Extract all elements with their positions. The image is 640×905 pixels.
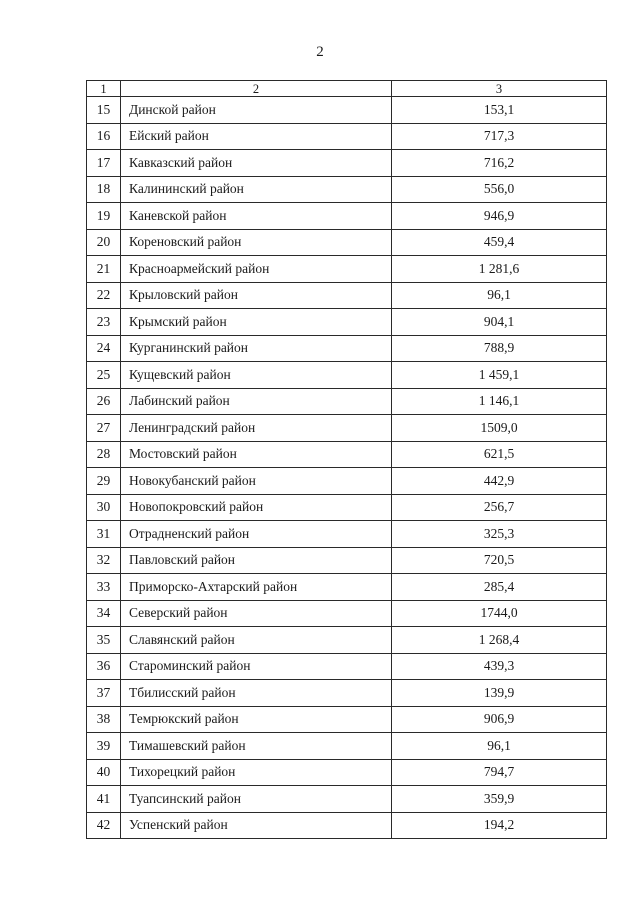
row-number: 27 bbox=[87, 415, 121, 442]
district-name: Успенский район bbox=[121, 812, 392, 839]
row-number: 21 bbox=[87, 256, 121, 283]
row-number: 30 bbox=[87, 494, 121, 521]
district-value: 788,9 bbox=[392, 335, 607, 362]
table-row bbox=[87, 759, 607, 786]
district-name: Темрюкский район bbox=[121, 706, 392, 733]
row-number: 24 bbox=[87, 335, 121, 362]
district-value: 904,1 bbox=[392, 309, 607, 336]
district-value: 1744,0 bbox=[392, 600, 607, 627]
table-row bbox=[87, 150, 607, 177]
header-col-3: 3 bbox=[392, 81, 607, 97]
district-value: 359,9 bbox=[392, 786, 607, 813]
row-number: 23 bbox=[87, 309, 121, 336]
district-name: Тихорецкий район bbox=[121, 759, 392, 786]
district-name: Новопокровский район bbox=[121, 494, 392, 521]
district-value: 946,9 bbox=[392, 203, 607, 230]
district-name: Тимашевский район bbox=[121, 733, 392, 760]
table-row bbox=[87, 229, 607, 256]
district-table bbox=[86, 80, 607, 839]
district-value: 906,9 bbox=[392, 706, 607, 733]
district-name: Динской район bbox=[121, 97, 392, 124]
district-name: Павловский район bbox=[121, 547, 392, 574]
row-number: 35 bbox=[87, 627, 121, 654]
district-value: 1 146,1 bbox=[392, 388, 607, 415]
table-row bbox=[87, 362, 607, 389]
table-row bbox=[87, 282, 607, 309]
district-value: 1 281,6 bbox=[392, 256, 607, 283]
district-value: 442,9 bbox=[392, 468, 607, 495]
row-number: 41 bbox=[87, 786, 121, 813]
district-name: Каневской район bbox=[121, 203, 392, 230]
row-number: 42 bbox=[87, 812, 121, 839]
table-row bbox=[87, 468, 607, 495]
district-name: Тбилисский район bbox=[121, 680, 392, 707]
district-name: Кореновский район bbox=[121, 229, 392, 256]
table-row bbox=[87, 176, 607, 203]
table-row bbox=[87, 680, 607, 707]
table-row bbox=[87, 203, 607, 230]
district-value: 194,2 bbox=[392, 812, 607, 839]
row-number: 39 bbox=[87, 733, 121, 760]
row-number: 18 bbox=[87, 176, 121, 203]
district-name: Красноармейский район bbox=[121, 256, 392, 283]
table-row bbox=[87, 388, 607, 415]
row-number: 28 bbox=[87, 441, 121, 468]
district-name: Туапсинский район bbox=[121, 786, 392, 813]
table-row bbox=[87, 627, 607, 654]
table-header-row bbox=[87, 81, 607, 97]
row-number: 25 bbox=[87, 362, 121, 389]
district-value: 439,3 bbox=[392, 653, 607, 680]
district-value: 256,7 bbox=[392, 494, 607, 521]
district-name: Новокубанский район bbox=[121, 468, 392, 495]
row-number: 17 bbox=[87, 150, 121, 177]
district-name: Славянский район bbox=[121, 627, 392, 654]
page-number: 2 bbox=[316, 44, 324, 60]
header-col-2: 2 bbox=[121, 81, 392, 97]
district-value: 1 459,1 bbox=[392, 362, 607, 389]
table-row bbox=[87, 494, 607, 521]
district-value: 325,3 bbox=[392, 521, 607, 548]
district-value: 96,1 bbox=[392, 282, 607, 309]
row-number: 38 bbox=[87, 706, 121, 733]
row-number: 36 bbox=[87, 653, 121, 680]
row-number: 19 bbox=[87, 203, 121, 230]
table-row bbox=[87, 812, 607, 839]
district-value: 96,1 bbox=[392, 733, 607, 760]
district-value: 153,1 bbox=[392, 97, 607, 124]
table-body bbox=[87, 81, 607, 839]
row-number: 26 bbox=[87, 388, 121, 415]
district-name: Крымский район bbox=[121, 309, 392, 336]
district-value: 1 268,4 bbox=[392, 627, 607, 654]
row-number: 22 bbox=[87, 282, 121, 309]
district-name: Лабинский район bbox=[121, 388, 392, 415]
district-name: Отрадненский район bbox=[121, 521, 392, 548]
table-row bbox=[87, 309, 607, 336]
district-name: Приморско-Ахтарский район bbox=[121, 574, 392, 601]
district-name: Ейский район bbox=[121, 123, 392, 150]
district-name: Кущевский район bbox=[121, 362, 392, 389]
table-row bbox=[87, 335, 607, 362]
table-row bbox=[87, 786, 607, 813]
row-number: 40 bbox=[87, 759, 121, 786]
header-col-1: 1 bbox=[87, 81, 121, 97]
district-name: Кавказский район bbox=[121, 150, 392, 177]
table-row bbox=[87, 256, 607, 283]
district-value: 621,5 bbox=[392, 441, 607, 468]
district-value: 716,2 bbox=[392, 150, 607, 177]
row-number: 16 bbox=[87, 123, 121, 150]
district-name: Курганинский район bbox=[121, 335, 392, 362]
district-name: Калининский район bbox=[121, 176, 392, 203]
district-name: Крыловский район bbox=[121, 282, 392, 309]
district-name: Староминский район bbox=[121, 653, 392, 680]
table-row bbox=[87, 123, 607, 150]
district-value: 794,7 bbox=[392, 759, 607, 786]
district-name: Ленинградский район bbox=[121, 415, 392, 442]
district-value: 459,4 bbox=[392, 229, 607, 256]
table-row bbox=[87, 653, 607, 680]
district-name: Мостовский район bbox=[121, 441, 392, 468]
row-number: 37 bbox=[87, 680, 121, 707]
district-value: 139,9 bbox=[392, 680, 607, 707]
table-row bbox=[87, 706, 607, 733]
table-row bbox=[87, 415, 607, 442]
district-value: 720,5 bbox=[392, 547, 607, 574]
row-number: 31 bbox=[87, 521, 121, 548]
row-number: 29 bbox=[87, 468, 121, 495]
table-row bbox=[87, 547, 607, 574]
table-row bbox=[87, 521, 607, 548]
district-value: 285,4 bbox=[392, 574, 607, 601]
district-value: 717,3 bbox=[392, 123, 607, 150]
table-row bbox=[87, 574, 607, 601]
district-name: Северский район bbox=[121, 600, 392, 627]
table-row bbox=[87, 97, 607, 124]
table-row bbox=[87, 600, 607, 627]
row-number: 20 bbox=[87, 229, 121, 256]
district-value: 1509,0 bbox=[392, 415, 607, 442]
district-value: 556,0 bbox=[392, 176, 607, 203]
table-row bbox=[87, 733, 607, 760]
row-number: 15 bbox=[87, 97, 121, 124]
row-number: 33 bbox=[87, 574, 121, 601]
row-number: 32 bbox=[87, 547, 121, 574]
table-row bbox=[87, 441, 607, 468]
row-number: 34 bbox=[87, 600, 121, 627]
